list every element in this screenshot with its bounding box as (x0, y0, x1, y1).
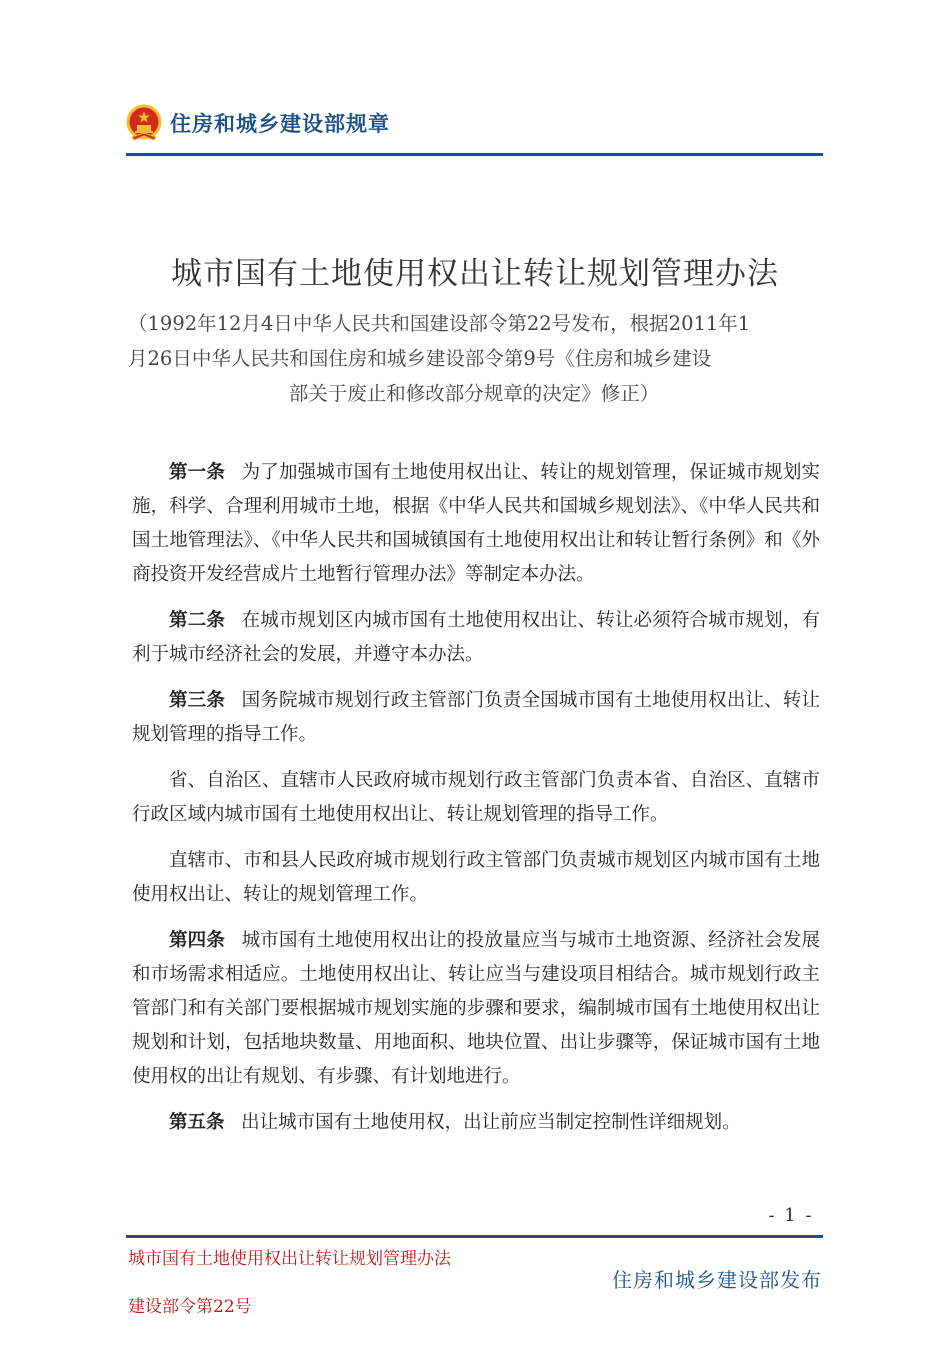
footer-document-name: 城市国有土地使用权出让转让规划管理办法 (128, 1249, 451, 1269)
footer-order-number: 建设部令第22号 (128, 1297, 252, 1317)
article-text: 国务院城市规划行政主管部门负责全国城市国有土地使用权出让、转让规划管理的指导工作。 (132, 690, 820, 745)
document-title: 城市国有土地使用权出让转让规划管理办法 (171, 256, 779, 292)
article-text: 直辖市、市和县人民政府城市规划行政主管部门负责城市规划区内城市国有土地使用权出让、转让的规划管理工作。 (132, 850, 820, 905)
article-number: 第一条 (169, 462, 225, 483)
article-paragraph (132, 684, 820, 752)
article-number: 第四条 (169, 930, 225, 951)
header-divider (126, 153, 823, 156)
header (126, 100, 390, 146)
article-paragraph (132, 604, 820, 672)
footer-divider (126, 1235, 823, 1238)
article-text: 为了加强城市国有土地使用权出让、转让的规划管理，保证城市规划实施，科学、合理利用城市土地，根据《中华人民共和国城乡规划法》、《中华人民共和国土地管理法》、《中华人民共和国城镇国有土地使用权出让和转让暂行条例》和《外商投资开发经营成片土地暂行管理办法》等制定本办法。 (132, 462, 820, 585)
article-text: 出让城市国有土地使用权，出让前应当制定控制性详细规划。 (241, 1112, 741, 1133)
article-number: 第五条 (169, 1112, 225, 1133)
subtitle-line: 月26日中华人民共和国住房和城乡建设部令第9号《住房和城乡建设 (128, 347, 712, 370)
article-paragraph (132, 844, 820, 912)
document-subtitle (128, 306, 820, 411)
article-paragraph (132, 924, 820, 1094)
national-emblem-icon (126, 104, 162, 142)
subtitle-line: 部关于废止和修改部分规章的决定》修正） (288, 382, 660, 405)
article-text: 在城市规划区内城市国有土地使用权出让、转让必须符合城市规划，有利于城市经济社会的发展，并遵守本办法。 (132, 610, 820, 665)
article-paragraph (132, 456, 820, 592)
page-number: - 1 - (768, 1205, 814, 1226)
document-body (132, 456, 820, 1152)
article-paragraph (132, 764, 820, 832)
subtitle-line: （1992年12月4日中华人民共和国建设部令第22号发布，根据2011年1 (128, 312, 751, 335)
header-title: 住房和城乡建设部规章 (170, 112, 390, 136)
article-number: 第二条 (169, 610, 225, 631)
footer-publisher: 住房和城乡建设部发布 (612, 1268, 822, 1292)
article-text: 城市国有土地使用权出让的投放量应当与城市土地资源、经济社会发展和市场需求相适应。土地使用权出让、转让应当与建设项目相结合。城市规划行政主管部门和有关部门要根据城市规划实施的步骤和要求，编制城市国有土地使用权出让规划和计划，包括地块数量、用地面积、地块位置、出让步骤等，保证城市国有土地使用权的出让有规划、有步骤、有计划地进行。 (132, 930, 820, 1087)
article-paragraph (132, 1106, 820, 1140)
article-number: 第三条 (169, 690, 225, 711)
article-text: 省、自治区、直辖市人民政府城市规划行政主管部门负责本省、自治区、直辖市行政区域内城市国有土地使用权出让、转让规划管理的指导工作。 (132, 770, 820, 825)
